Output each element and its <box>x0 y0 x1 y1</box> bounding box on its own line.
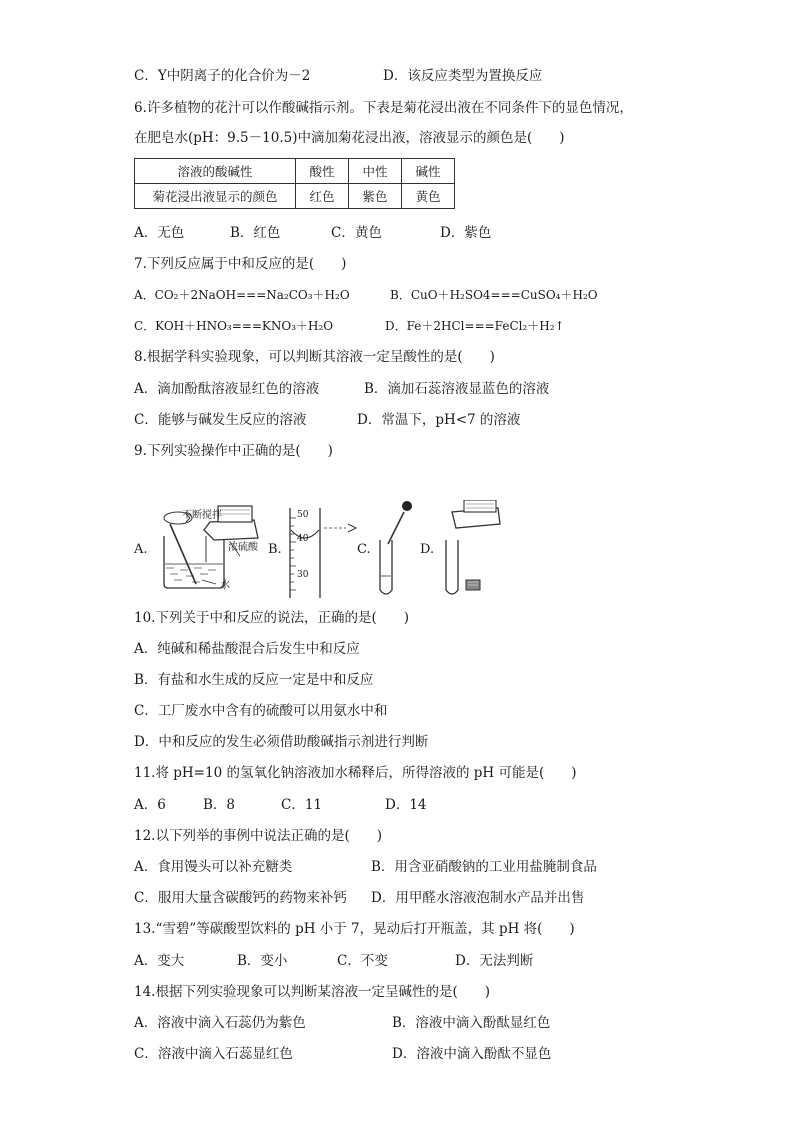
q11-stem: 11.将 pH=10 的氢氧化钠溶液加水稀释后，所得溶液的 pH 可能是( ) <box>134 765 577 781</box>
table-cell: 中性 <box>349 159 402 184</box>
q13-option-b: B．变小 <box>237 953 288 969</box>
table-row <box>135 184 455 209</box>
q9-stem: 9.下列实验操作中正确的是( ) <box>134 443 333 459</box>
q5-option-c: C．Y中阴离子的化合价为－2 <box>134 68 311 84</box>
table-cell: 溶液的酸碱性 <box>135 159 296 184</box>
q13-option-c: C．不变 <box>337 953 388 969</box>
q7-stem: 7.下列反应属于中和反应的是( ) <box>134 256 347 272</box>
graduated-cylinder-figure <box>290 508 356 598</box>
table-cell: 碱性 <box>402 159 455 184</box>
q7-option-a: A．CO₂＋2NaOH===Na₂CO₃＋H₂O <box>134 288 350 302</box>
q10-stem: 10.下列关于中和反应的说法，正确的是( ) <box>134 610 410 626</box>
q11-option-b: B．8 <box>203 797 236 813</box>
tick-label-50: 50 <box>297 510 309 520</box>
q6-option-d: D．紫色 <box>440 225 492 241</box>
q14-option-c: C．溶液中滴入石蕊显红色 <box>134 1046 293 1062</box>
q13-option-d: D．无法判断 <box>455 953 534 969</box>
q9-figures <box>134 500 514 604</box>
q10-option-b: B．有盐和水生成的反应一定是中和反应 <box>134 672 374 688</box>
q7-option-d: D．Fe＋2HCl===FeCl₂＋H₂↑ <box>385 319 565 333</box>
q8-option-b: B．滴加石蕊溶液显蓝色的溶液 <box>364 381 550 397</box>
table-cell: 红色 <box>296 184 349 209</box>
q12-stem: 12.以下列举的事例中说法正确的是( ) <box>134 828 383 844</box>
q12-option-b: B．用含亚硝酸钠的工业用盐腌制食品 <box>371 859 597 875</box>
q13-stem: 13.“雪碧”等碳酸型饮料的 pH 小于 7，晃动后打开瓶盖，其 pH 将( ) <box>134 921 575 937</box>
q10-option-a: A．纯碱和稀盐酸混合后发生中和反应 <box>134 641 360 657</box>
q14-option-b: B．溶液中滴入酚酞显红色 <box>392 1015 551 1031</box>
water-label: 水 <box>220 580 230 591</box>
q12-option-d: D．用甲醛水溶液泡制水产品并出售 <box>371 890 585 906</box>
acid-label: 浓硫酸 <box>228 542 258 553</box>
stir-label: 不断搅拌 <box>182 510 222 521</box>
q9-label-b: B. <box>268 542 282 557</box>
q11-option-c: C．11 <box>281 797 323 813</box>
table-cell: 黄色 <box>402 184 455 209</box>
q11-option-a: A．6 <box>134 797 166 813</box>
q12-option-c: C．服用大量含碳酸钙的药物来补钙 <box>134 890 347 906</box>
q6-option-b: B．红色 <box>230 225 281 241</box>
table-cell: 菊花浸出液显示的颜色 <box>135 184 296 209</box>
q14-stem: 14.根据下列实验现象可以判断某溶液一定呈碱性的是( ) <box>134 984 491 1000</box>
q10-option-d: D．中和反应的发生必须借助酸碱指示剂进行判断 <box>134 734 429 750</box>
q9-label-c: C. <box>357 542 371 557</box>
q7-option-c: C．KOH＋HNO₃===KNO₃＋H₂O <box>134 319 334 333</box>
tick-label-40: 40 <box>297 534 309 544</box>
table-cell: 酸性 <box>296 159 349 184</box>
q9-label-a: A. <box>134 542 148 557</box>
q6-option-c: C．黄色 <box>331 225 382 241</box>
q8-option-c: C．能够与碱发生反应的溶液 <box>134 412 307 428</box>
test-tube-dropper-figure <box>380 501 412 594</box>
q6-stem-line2: 在肥皂水(pH：9.5－10.5)中滴加菊花浸出液，溶液显示的颜色是( ) <box>134 130 565 146</box>
q12-option-a: A．食用馒头可以补充糖类 <box>134 859 293 875</box>
q6-option-a: A．无色 <box>134 225 185 241</box>
table-cell: 紫色 <box>349 184 402 209</box>
pouring-test-tube-figure <box>446 500 500 594</box>
table-row <box>135 159 455 184</box>
q6-stem-line1: 6.许多植物的花汁可以作酸碱指示剂。下表是菊花浸出液在不同条件下的显色情况， <box>134 100 633 116</box>
q10-option-c: C．工厂废水中含有的硫酸可以用氨水中和 <box>134 703 388 719</box>
indicator-color-table <box>134 158 455 209</box>
q14-option-d: D．溶液中滴入酚酞不显色 <box>392 1046 552 1062</box>
q7-option-b: B．CuO＋H₂SO4===CuSO₄＋H₂O <box>390 288 598 302</box>
q13-option-a: A．变大 <box>134 953 185 969</box>
q8-option-a: A．滴加酚酞溶液显红色的溶液 <box>134 381 320 397</box>
q8-option-d: D．常温下，pH<7 的溶液 <box>357 412 521 428</box>
q8-stem: 8.根据学科实验现象，可以判断其溶液一定呈酸性的是( ) <box>134 349 495 365</box>
q11-option-d: D．14 <box>385 797 427 813</box>
q14-option-a: A．溶液中滴入石蕊仍为紫色 <box>134 1015 306 1031</box>
q5-option-d: D．该反应类型为置换反应 <box>383 68 543 84</box>
q9-label-d: D. <box>420 542 435 557</box>
tick-label-30: 30 <box>297 570 309 580</box>
